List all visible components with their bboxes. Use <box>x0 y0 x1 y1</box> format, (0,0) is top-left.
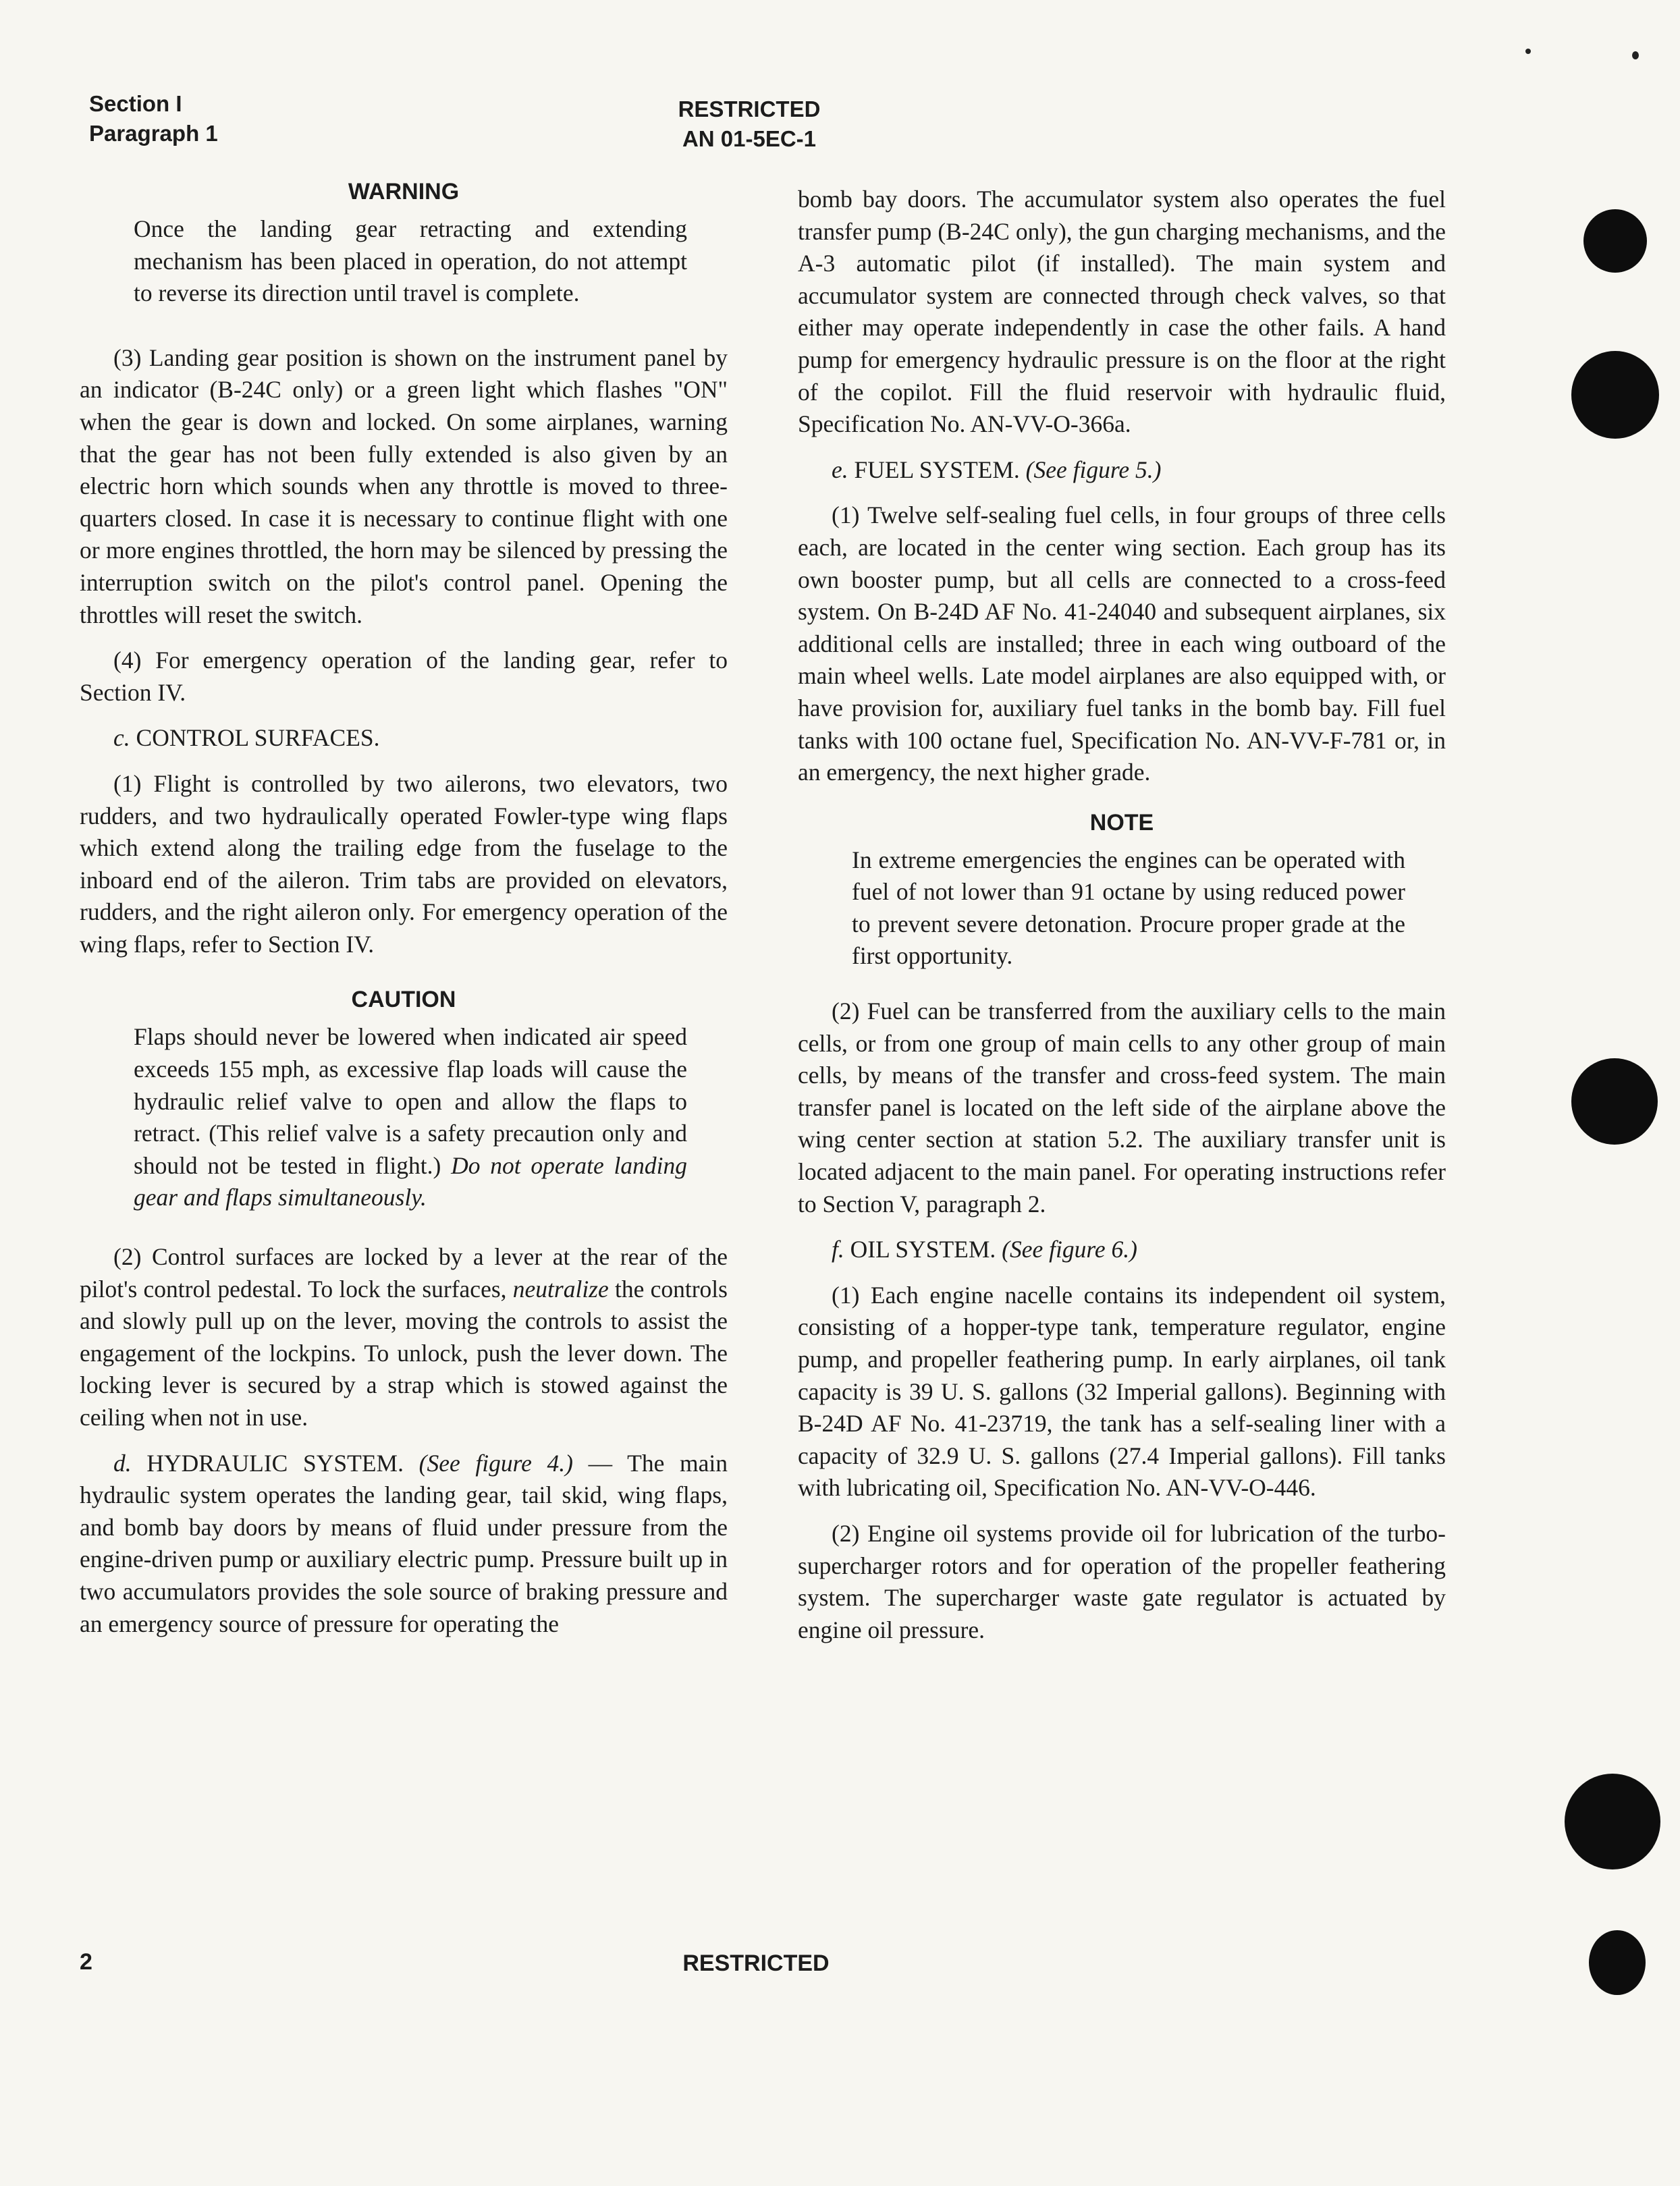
subsection-control-surfaces <box>80 722 728 755</box>
caution-text-italic: Do not operate landing gear and flaps simultaneously. <box>134 1151 687 1211</box>
footer-restricted-marking: RESTRICTED <box>682 1950 830 1976</box>
page-number: 2 <box>80 1949 92 1975</box>
scan-speck <box>1632 51 1639 59</box>
paragraph-hydraulic-continued: bomb bay doors. The accumulator system also operates the fuel transfer pump (B-24C only), the gun charging mechanisms, and the A-3 automatic pilot (if installed). The main system and accumulator system are connected through check valves, so that either may operate independently in case the other fails. A hand pump for emergency hydraulic pressure is on the floor at the right of the copilot. Fill the fluid reservoir with hydraulic fluid, Specification No. AN-VV-O-366a. <box>798 186 1446 438</box>
paragraph-label: Paragraph 1 <box>89 121 218 146</box>
control-lock-text-b: the controls and slowly pull up on the lever, moving the controls to assist the engagement of the lockpins. To unlock, push the lever down. The locking lever is secured by a strap which is stowed against the ceiling when not in use. <box>80 1275 728 1431</box>
subsection-title: HYDRAULIC SYSTEM. <box>146 1449 404 1477</box>
warning-text: Once the landing gear retracting and extending mechanism has been placed in operation, do not attempt to reverse its direction until travel is complete. <box>134 215 687 307</box>
paragraph-oil-lubrication: (2) Engine oil systems provide oil for lubrication of the turbo-supercharger rotors and for operation of the propeller feathering system. The supercharger waste gate regulator is actuated by engine oil pressure. <box>798 1519 1446 1643</box>
subsection-letter: d. <box>113 1449 132 1477</box>
warning-box <box>134 213 687 310</box>
caution-box <box>134 1021 687 1214</box>
caution-title: CAUTION <box>351 987 456 1013</box>
subsection-oil-system <box>798 1234 1446 1266</box>
subsection-hydraulic-system <box>80 1448 728 1641</box>
subsection-fuel-system <box>798 454 1446 487</box>
paragraph-fuel-transfer: (2) Fuel can be transferred from the auxiliary cells to the main cells, or from one group of main cells to any other group of main cells, by means of the transfer and cross-feed system. The main transfer panel is located on the left side of the airplane above the wing center section at station 5.2. The auxiliary transfer unit is located adjacent to the main panel. For operating instructions refer to Section V, paragraph 2. <box>798 998 1446 1218</box>
note-box <box>852 844 1405 973</box>
figure-reference: (See figure 5.) <box>1025 456 1162 483</box>
figure-reference: (See figure 6.) <box>1002 1236 1137 1263</box>
warning-title: WARNING <box>348 179 460 204</box>
binder-hole <box>1589 1930 1646 1995</box>
paragraph-gear-position: (3) Landing gear position is shown on the instrument panel by an indicator (B-24C only) or a green light which flashes "ON" when the gear is down and locked. On some airplanes, warning that the gear has not been fully extended is also given by an electric horn which sounds when any throttle is moved to three-quarters closed. In case it is necessary to continue flight with one or more engines throttled, the horn may be silenced by pressing the interruption switch on the pilot's control panel. Opening the throttles will reset the switch. <box>80 344 728 628</box>
left-column <box>80 177 728 1640</box>
note-text: In extreme emergencies the engines can be operated with fuel of not lower than 91 octane by using reduced power to prevent severe detonation. Procure proper grade at the first opportunity. <box>852 846 1405 970</box>
figure-reference: (See figure 4.) <box>418 1449 573 1477</box>
binder-hole <box>1571 1058 1658 1145</box>
control-lock-italic: neutralize <box>512 1275 609 1303</box>
right-column <box>798 184 1446 1646</box>
document-header <box>607 94 891 154</box>
binder-hole <box>1565 1774 1660 1869</box>
subsection-title: CONTROL SURFACES. <box>136 724 380 752</box>
document-id: AN 01-5EC-1 <box>682 126 817 151</box>
paragraph-flight-control: (1) Flight is controlled by two ailerons, two elevators, two rudders, and two hydraulically operated Fowler-type wing flaps which extend along the trailing edge from the fuselage to the inboard end of the aileron. Trim tabs are provided on elevators, rudders, and the right aileron only. For emergency operation of the wing flaps, refer to Section IV. <box>80 769 728 958</box>
note-title: NOTE <box>1089 809 1154 836</box>
restricted-marking: RESTRICTED <box>678 97 821 121</box>
control-lock-text-a: (2) Control surfaces are locked by a lever at the rear of the pilot's control pedestal. To lock the surfaces, <box>80 1243 728 1303</box>
caution-text <box>134 1021 687 1214</box>
binder-hole <box>1571 351 1659 439</box>
subsection-letter: f. <box>832 1236 844 1263</box>
section-header <box>89 89 218 148</box>
subsection-letter: c. <box>113 724 130 752</box>
subsection-letter: e. <box>832 456 848 483</box>
binder-hole <box>1583 209 1647 273</box>
paragraph-control-lock <box>80 1241 728 1434</box>
subsection-title: OIL SYSTEM. <box>850 1236 996 1263</box>
paragraph-fuel-cells: (1) Twelve self-sealing fuel cells, in four groups of three cells each, are located in the center wing section. Each group has its own booster pump, but all cells are connected to a cross-feed system. On B-24D AF No. 41-24040 and subsequent airplanes, six additional cells are installed; three in each wing outboard of the main wheel wells. Late model airplanes are also equipped with, or have provision for, auxiliary fuel tanks in the bomb bay. Fill fuel tanks with 100 octane fuel, Specification No. AN-VV-F-781 or, in an emergency, the next higher grade. <box>798 501 1446 786</box>
paragraph-oil-tanks: (1) Each engine nacelle contains its independent oil system, consisting of a hopper-type tank, temperature regulator, engine pump, and propeller feathering pump. In early airplanes, oil tank capacity is 39 U. S. gallons (32 Imperial gallons). Beginning with B-24D AF No. 41-23719, the tank has a self-sealing liner with a capacity of 32.9 U. S. gallons (27.4 Imperial gallons). Fill tanks with lubricating oil, Specification No. AN-VV-O-446. <box>798 1281 1446 1502</box>
paragraph-gear-emergency: (4) For emergency operation of the landing gear, refer to Section IV. <box>80 647 728 706</box>
section-label: Section I <box>89 91 182 116</box>
subsection-title: FUEL SYSTEM. <box>854 456 1020 483</box>
caution-text-main: Flaps should never be lowered when indicated air speed exceeds 155 mph, as excessive flap loads will cause the hydraulic relief valve to open and allow the flaps to retract. (This relief valve is a safety precaution only and should not be tested in flight.) <box>134 1023 687 1179</box>
scan-speck <box>1525 49 1531 54</box>
hydraulic-text: — The main hydraulic system operates the landing gear, tail skid, wing flaps, and bomb bay doors by means of fluid under pressure from the engine-driven pump or auxiliary electric pump. Pressure built up in two accumulators provides the sole source of braking pressure and an emergency source of pressure for operating the <box>80 1449 728 1637</box>
